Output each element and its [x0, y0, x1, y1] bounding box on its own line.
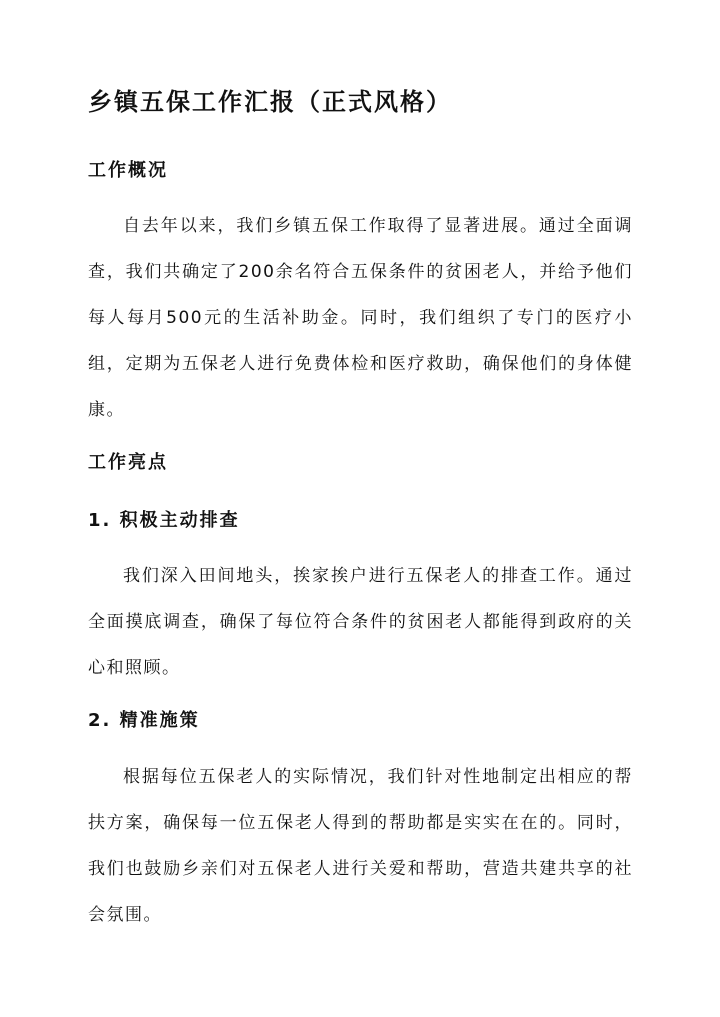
subsection-heading-precise-measures: 2. 精准施策 [88, 710, 200, 731]
precise-measures-paragraph: 根据每位五保老人的实际情况，我们针对性地制定出相应的帮扶方案，确保每一位五保老人得到的帮助都是实实在在的。同时，我们也鼓励乡亲们对五保老人进行关爱和帮助，营造共建共享的社会氛围。 [88, 767, 633, 925]
section-heading-highlights: 工作亮点 [88, 452, 168, 473]
document-title: 乡镇五保工作汇报（正式风格） [88, 88, 452, 116]
proactive-screening-paragraph: 我们深入田间地头，挨家挨户进行五保老人的排查工作。通过全面摸底调查，确保了每位符合条件的贫困老人都能得到政府的关心和照顾。 [88, 566, 633, 678]
overview-paragraph: 自去年以来，我们乡镇五保工作取得了显著进展。通过全面调查，我们共确定了200余名符合五保条件的贫困老人，并给予他们每人每月500元的生活补助金。同时，我们组织了专门的医疗小组，定期为五保老人进行免费体检和医疗救助，确保他们的身体健康。 [88, 216, 633, 420]
subsection-heading-proactive-screening: 1. 积极主动排查 [88, 510, 240, 531]
section-heading-overview: 工作概况 [88, 160, 168, 181]
